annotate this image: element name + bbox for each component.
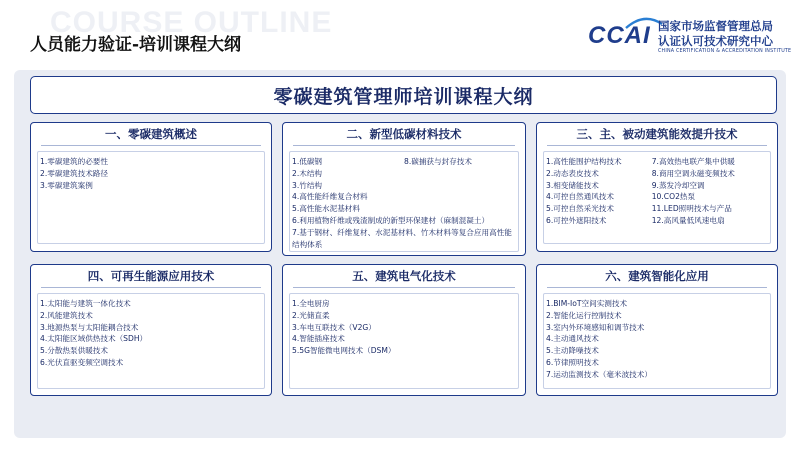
- module-card-4: [30, 264, 272, 396]
- list-item: 4.可控自然通风技术: [546, 192, 614, 202]
- list-item: 2.动态表皮技术: [546, 168, 599, 178]
- list-item: 6.节律照明技术: [546, 357, 599, 367]
- module-title: 五、建筑电气化技术: [352, 269, 456, 283]
- module-card-5: [282, 264, 526, 396]
- list-item: 3.零碳建筑案例: [40, 180, 93, 190]
- list-item: 9.蒸发冷却空调: [651, 180, 705, 190]
- list-item: 6.可控外遮阳技术: [546, 215, 607, 225]
- module-topic-list: [546, 298, 768, 381]
- module-topic-list: [292, 215, 516, 250]
- watermark-text: COURSE OUTLINE: [50, 6, 333, 39]
- course-title: 零碳建筑管理师培训课程大纲: [273, 85, 534, 108]
- list-item: 2.木结构: [292, 168, 323, 178]
- list-item: 5.5G智能微电网技术（DSM）: [292, 346, 396, 356]
- list-item: 7.运动监测技术（毫米波技术）: [546, 369, 652, 379]
- module-topic-list: [40, 156, 262, 191]
- module-topic-list: [404, 156, 516, 215]
- list-item: 2.风能建筑技术: [40, 310, 93, 320]
- module-title: 一、零碳建筑概述: [105, 127, 197, 141]
- module-title: 二、新型低碳材料技术: [346, 127, 462, 141]
- list-item: 3.相变储能技术: [546, 180, 599, 190]
- list-item: 5.高性能水泥基材料: [292, 204, 360, 214]
- list-item: 5.主动降噪技术: [546, 346, 599, 356]
- logo-center-name: 认证认可技术研究中心: [658, 34, 773, 48]
- list-item: 3.竹结构: [292, 180, 323, 190]
- list-item: 7.高效热电联产集中供暖: [651, 157, 735, 166]
- list-item: 4.高性能纤维复合材料: [292, 192, 368, 202]
- list-item: 2.智能化运行控制技术: [546, 310, 622, 320]
- module-card-3: [536, 122, 778, 252]
- ccai-logo: [588, 16, 792, 62]
- logo-org-name: 国家市场监督管理总局: [658, 19, 773, 33]
- module-topic-list: [546, 156, 652, 227]
- module-card-1: [30, 122, 272, 252]
- list-item: 4.智能插座技术: [292, 334, 345, 344]
- list-item: 6.光伏直驱变频空调技术: [40, 357, 124, 367]
- page-heading: 人员能力验证-培训课程大纲: [30, 35, 242, 55]
- module-title: 六、建筑智能化应用: [605, 269, 709, 283]
- module-topic-list: [292, 156, 404, 215]
- list-item: 11.LED照明技术与产品: [651, 204, 732, 214]
- module-topic-list: [40, 298, 262, 369]
- list-item: 2.零碳建筑技术路径: [40, 168, 108, 178]
- module-topic-list: [292, 298, 516, 357]
- module-title: 三、主、被动建筑能效提升技术: [576, 127, 738, 141]
- list-item: 2.光储直柔: [292, 310, 330, 320]
- module-card-6: [536, 264, 778, 396]
- list-item: 6.利用植物纤维或残渣制成的新型环保建材（麻制混凝土）: [292, 215, 490, 225]
- module-card-2: [282, 122, 526, 256]
- list-item: 8.碳捕获与封存技术: [404, 157, 472, 166]
- list-item: 3.车电互联技术（V2G）: [292, 322, 376, 332]
- list-item: 12.高风量低风速电扇: [651, 215, 725, 225]
- list-item: 8.商用空调永磁变频技术: [651, 168, 735, 178]
- list-item: 1.全电厨房: [292, 299, 330, 308]
- list-item: 1.低碳钢: [292, 157, 323, 166]
- module-title: 四、可再生能源应用技术: [87, 269, 215, 283]
- list-item: 7.基于钢材、纤维复材、水泥基材料、竹木材料等复合应用高性能结构体系: [292, 227, 512, 249]
- list-item: 1.零碳建筑的必要性: [40, 157, 108, 166]
- module-topic-list: [652, 156, 768, 227]
- list-item: 10.CO2热泵: [651, 192, 696, 202]
- list-item: 3.地源热泵与太阳能耦合技术: [40, 322, 139, 332]
- list-item: 3.室内外环境感知和调节技术: [546, 322, 645, 332]
- list-item: 5.可控自然采光技术: [546, 204, 614, 214]
- list-item: 4.主动通风技术: [546, 334, 599, 344]
- course-title-box: [30, 76, 777, 114]
- list-item: 4.太阳能区域供热技术（SDH）: [40, 334, 148, 344]
- list-item: 1.太阳能与建筑一体化技术: [40, 299, 131, 308]
- list-item: 1.高性能围护结构技术: [546, 157, 622, 166]
- logo-english-name: CHINA CERTIFICATION & ACCREDITATION INSTITUTE: [658, 49, 792, 54]
- list-item: 5.分散热泵供暖技术: [40, 346, 108, 356]
- logo-mark: CCAI: [588, 22, 651, 49]
- list-item: 1.BIM-IoT空间实测技术: [546, 299, 628, 308]
